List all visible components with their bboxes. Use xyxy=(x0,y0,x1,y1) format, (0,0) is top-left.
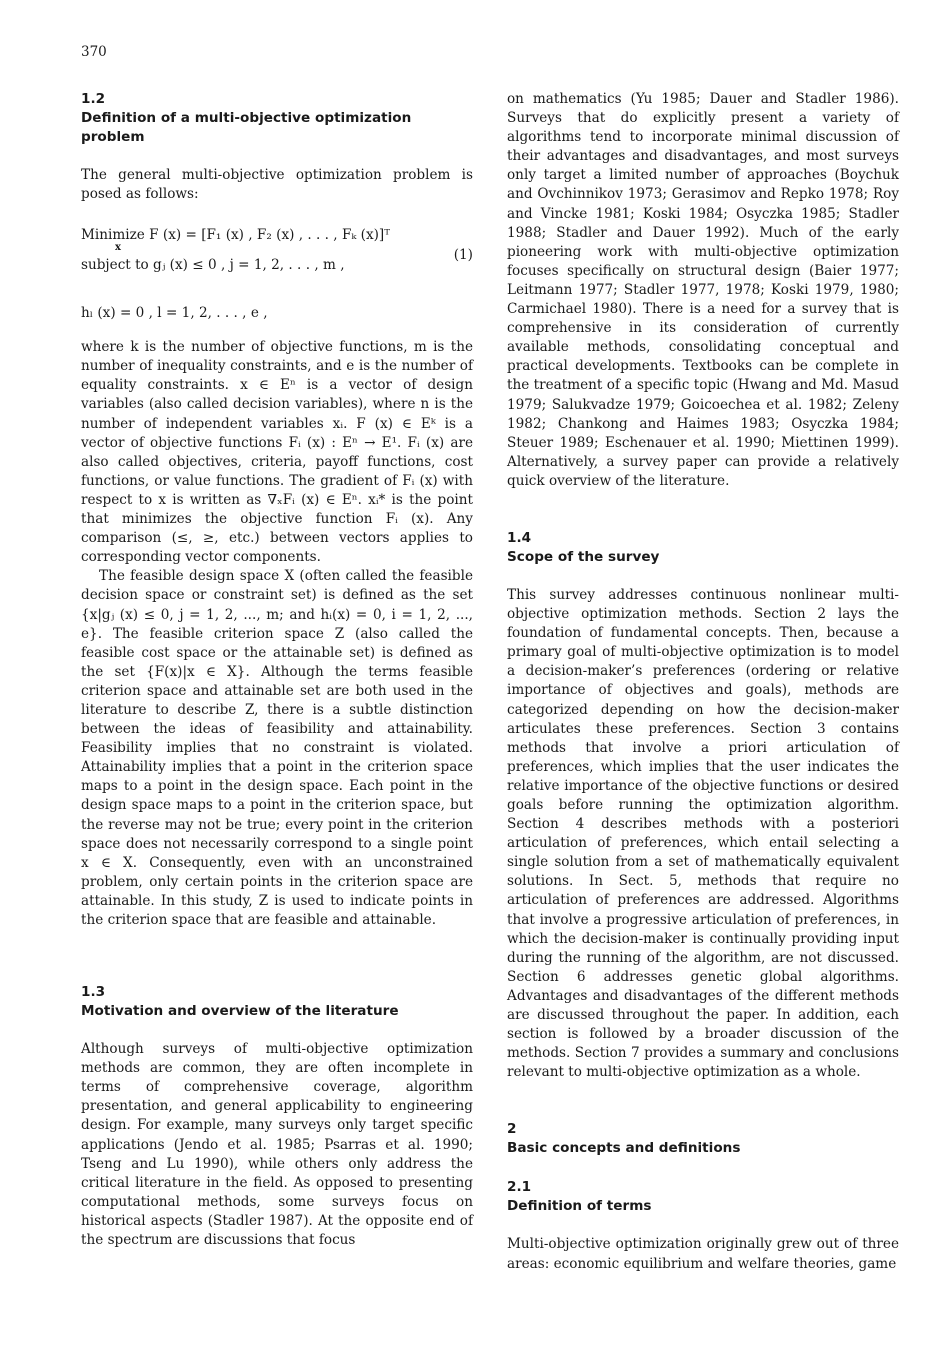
section-1-2-paragraph-1: where k is the number of objective functions, m is the number of inequality constraints, and e is the number of equality constraints. x ∈ Eⁿ is a vector of design variables (also called decision variables), where n is the number of independent variables xᵢ. F (x) ∈ Eᵏ is a vector of objective functions Fᵢ (x) : Eⁿ → E¹. Fᵢ (x) are also called objectives, criteria, payoff functions, cost functions, or value functions. The gradient of Fᵢ (x) with respect to x is written as ∇ₓFᵢ (x) ∈ Eⁿ. xᵢ* is the point that minimizes the objective function Fᵢ (x). Any comparison (≤, ≥, etc.) between vectors applies to corresponding vector components. xyxy=(81,339,473,566)
section-1-2-paragraph-2: The feasible design space X (often called the feasible decision space or constraint set) is defined as the set {x|gⱼ (x) ≤ 0, j = 1, 2, ..., m; and hᵢ(x) = 0, i = 1, 2, ..., e}. The feasible criterion space Z (also called the feasible cost space or the attainable set) is defined as the set {F(x)|x ∈ X}. Although the terms feasible criterion space and attainable set are both used in the literature to describe Z, there is a subtle distinction between the ideas of feasibility and attainability. Feasibility implies that no constraint is violated. Attainability implies that a point in the criterion space maps to a point in the design space. Each point in the design space maps to a point in the criterion space, but the reverse may not be true; every point in the criterion space does not necessarily correspond to a single point x ∈ X. Consequently, even with an unconstrained problem, only certain points in the criterion space are attainable. In this study, Z is used to indicate points in the criterion space that are feasible and attainable. xyxy=(81,568,473,928)
equation-line-minimize: Minimize F (x) = [F₁ (x) , F₂ (x) , . . . , Fₖ (x)]ᵀ xyxy=(81,227,390,244)
section-1-2-intro: The general multi-objective optimization problem is posed as follows: xyxy=(81,167,473,203)
continued-paragraph: on mathematics (Yu 1985; Dauer and Stadler 1986). Surveys that do explicitly present a variety of algorithms tend to incorporate minimal discussion of their advantages and disadvantages, and most surveys only target a limited number of approaches (Boychuk and Ovchinnikov 1973; Gerasimov and Repko 1978; Roy and Vincke 1981; Koski 1984; Osyczka 1985; Stadler 1988; Stadler and Dauer 1992). Much of the early pioneering work with multi-objective optimization focuses specifically on structural design (Baier 1977; Leitmann 1977; Stadler 1977, 1978; Koski 1979, 1980; Carmichael 1980). There is a need for a survey that is comprehensive in its consideration of currently available methods, consolidating conceptual and practical developments. Textbooks can be complete in the treatment of a specific topic (Hwang and Md. Masud 1979; Salukvadze 1979; Goicoechea et al. 1982; Zeleny 1982; Chankong and Haimes 1983; Osyczka 1984; Steuer 1989; Eschenauer et al. 1990; Miettinen 1999). Alternatively, a survey paper can provide a relatively quick overview of the literature. xyxy=(507,91,899,489)
section-1-2-title: Definition of a multi-objective optimization problem xyxy=(81,110,412,145)
section-1-4-paragraph-1: This survey addresses continuous nonlinear multi-objective optimization methods. Section 2 lays the foundation of fundamental concepts. Then, because a primary goal of multi-objective optimization is to model a decision-maker’s preferences (ordering or relative importance of objectives and goals), methods are categorized depending on how the decision-maker articulates these preferences. Section 3 contains methods that involve a priori articulation of preferences, which implies that the user indicates the relative importance of the objective functions or desired goals before running the optimization algorithm. Section 4 describes methods with a posteriori articulation of preferences, which entail selecting a single solution from a set of mathematically equivalent solutions. In Sect. 5, methods that require no articulation of preferences are addressed. Algorithms that involve a progressive articulation of preferences, in which the decision-maker is continually providing input during the running of the algorithm, are not discussed. Section 6 addresses genetic global algorithms. Advantages and disadvantages of the different methods are discussed throughout the paper. In addition, each section is followed by a broader discussion of the methods. Section 7 provides a summary and conclusions relevant to multi-objective optimization as a whole. xyxy=(507,586,899,1081)
equation-1 xyxy=(81,216,473,322)
section-2-title: Basic concepts and definitions xyxy=(507,1140,741,1157)
right-column xyxy=(507,90,899,1274)
section-1-3-number: 1.3 xyxy=(81,984,106,1001)
section-1-4-number: 1.4 xyxy=(507,529,532,546)
section-2-1-number: 2.1 xyxy=(507,1179,532,1196)
section-2-1-title: Definition of terms xyxy=(507,1198,652,1215)
equation-number: (1) xyxy=(453,247,473,264)
equation-line-subject-to: subject to gⱼ (x) ≤ 0 , j = 1, 2, . . . , m , xyxy=(81,257,345,274)
section-1-4-title: Scope of the survey xyxy=(507,548,660,565)
section-2-number: 2 xyxy=(507,1121,517,1138)
section-1-3-title: Motivation and overview of the literature xyxy=(81,1003,399,1020)
left-column xyxy=(81,90,473,1250)
section-2-1-paragraph-1: Multi-objective optimization originally grew out of three areas: economic equilibrium and welfare theories, game xyxy=(507,1236,899,1272)
section-1-2-number: 1.2 xyxy=(81,91,106,107)
equation-subscript-x: x xyxy=(115,242,121,254)
equation-line-equality: hₗ (x) = 0 , l = 1, 2, . . . , e , xyxy=(81,305,268,322)
section-1-3-paragraph-1: Although surveys of multi-objective optimization methods are common, they are often incomplete in terms of comprehensive coverage, algorithm presentation, and general applicability to engineering design. For example, many surveys only target specific applications (Jendo et al. 1985; Psarras et al. 1990; Tseng and Lu 1990), while others only address the critical literature in the field. As opposed to presenting computational methods, some surveys focus on historical aspects (Stadler 1987). At the opposite end of the spectrum are discussions that focus xyxy=(81,1041,473,1249)
page-number: 370 xyxy=(81,44,107,60)
